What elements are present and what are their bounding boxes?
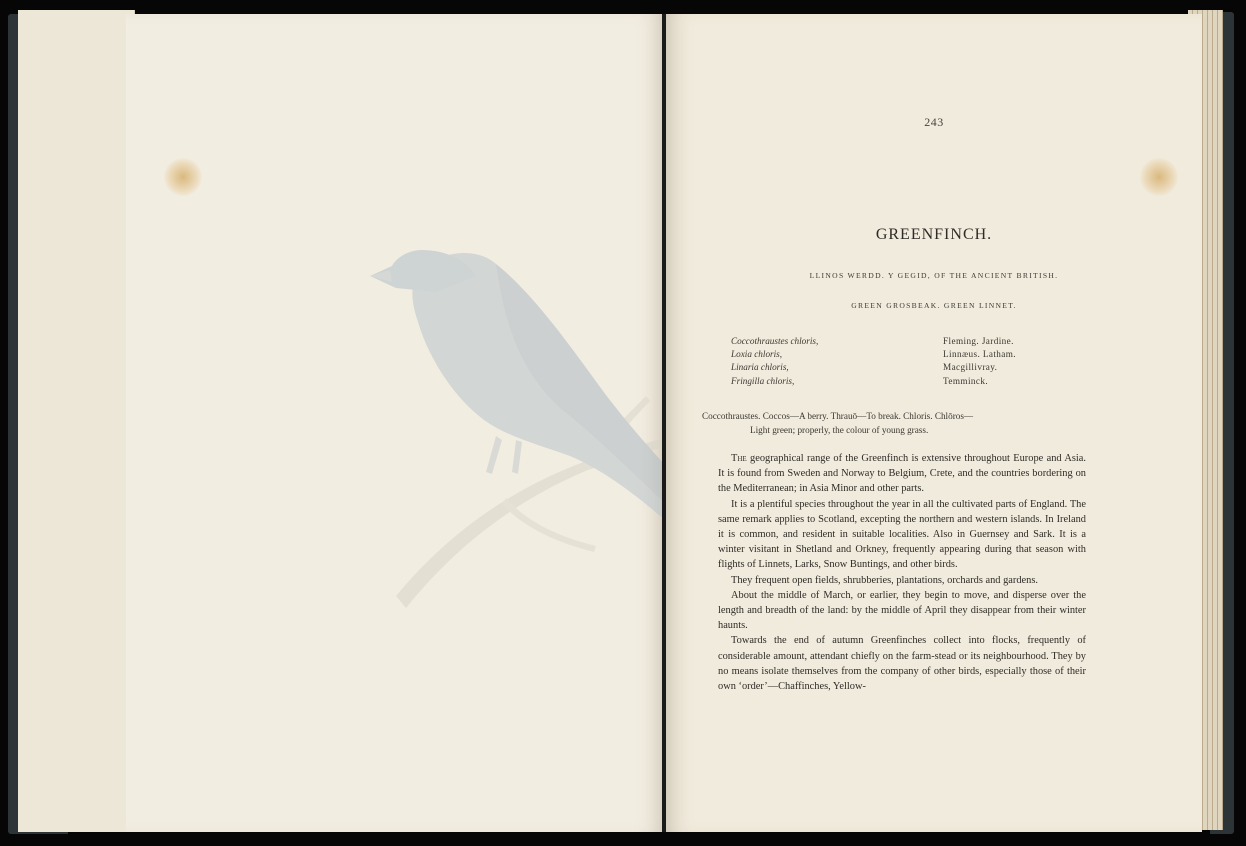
page-number: 243 (924, 115, 944, 129)
paragraph: It is a plentiful species throughout the year in all the cultivated parts of England. The same remark applies to Scotland, excepting the northern and western islands. In Ireland it is common, and resident in suitable localities. Also in Guernsey and Sark. It is a winter visitant in Shetland and Orkney, frequently appearing during that season with flights of Linnets, Larks, Snow Buntings, and other birds. (718, 498, 1086, 571)
synonym-authority: Temminck. (943, 375, 989, 386)
body-text (718, 451, 1086, 694)
paragraph: They frequent open fields, shrubberies, plantations, orchards and gardens. (731, 574, 1039, 586)
synonym-name: Linaria chloris, (731, 362, 789, 373)
synonym-authority: Linnæus. Latham. (943, 349, 1017, 360)
synonym-authorities (943, 335, 1016, 388)
etymology (702, 409, 1082, 437)
chapter-title: GREENFINCH. (875, 226, 993, 243)
right-page (666, 14, 1202, 832)
paragraph-opening: The (731, 453, 747, 464)
foxing-stain (1140, 158, 1178, 196)
other-names-line: GREEN GROSBEAK. GREEN LINNET. (851, 301, 1017, 310)
paragraph (718, 451, 1086, 497)
synonym-name: Fringilla chloris, (731, 375, 795, 386)
paragraph-text: geographical range of the Greenfinch is extensive throughout Europe and Asia. It is found from Sweden and Norway to Belgium, Crete, and the countries bordering on the Mediterranean; in Asia Minor and other parts. (718, 453, 1086, 495)
etymology-line-1: Coccothraustes. Coccos—A berry. Thrauō—To break. Chloris. Chlōros— (702, 411, 974, 421)
left-page (126, 14, 664, 832)
paragraph: Towards the end of autumn Greenfinches collect into flocks, frequently of considerable amount, attendant chiefly on the farm-stead or its neighbourhood. They by no means isolate themselves from the company of other birds, especially those of their own ‘order’—Chaffinches, Yellow- (718, 635, 1086, 693)
synonym-name: Coccothraustes chloris, (731, 336, 819, 346)
synonym-authority: Fleming. Jardine. (943, 336, 1014, 346)
foxing-stain (164, 158, 202, 196)
synonym-name: Loxia chloris, (731, 349, 783, 360)
synonym-names (731, 335, 818, 388)
paragraph: About the middle of March, or earlier, they begin to move, and disperse over the length and breadth of the land: by the middle of April they disappear from their winter haunts. (718, 589, 1086, 632)
synonym-authority: Macgillivray. (943, 362, 998, 373)
etymology-line-2: Light green; properly, the colour of young grass. (750, 425, 929, 435)
welsh-name-line: LLINOS WERDD. Y GEGID, OF THE ANCIENT BRITISH. (809, 271, 1059, 280)
